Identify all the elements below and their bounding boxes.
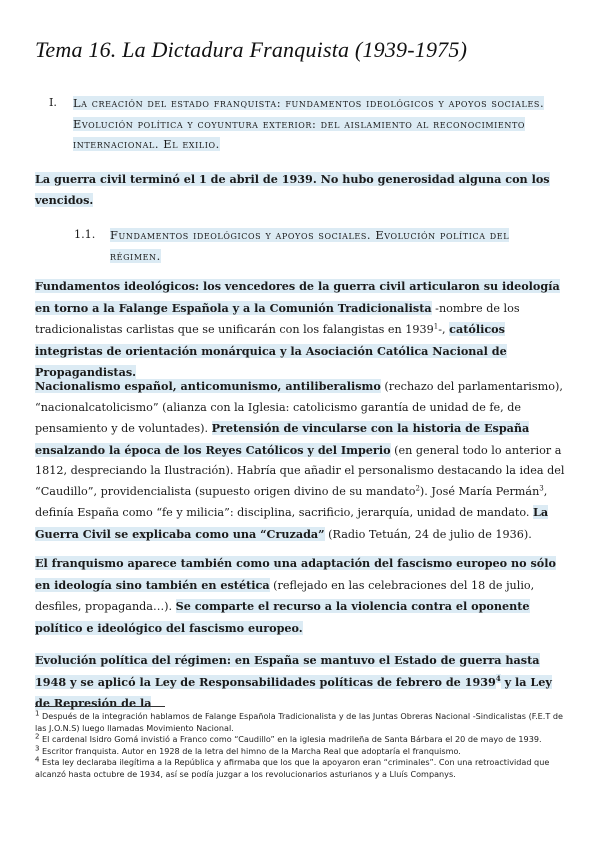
p3-text-b: (reflejado en las celebraciones del 18 de julio, desfiles, propaganda…). bbox=[35, 578, 535, 613]
footnote-text: Después de la integración hablamos de Falange Española Tradicionalista y de las Juntas Obreras Nacional -Sindicalistas (F.E.T de las J.O.N.S) luego llamadas Movimiento Nacional. bbox=[35, 711, 564, 733]
p2-text-b: (rechazo del parlamentarismo), “nacionalcatolicismo” (alianza con la Iglesia: catolicismo garantía de unidad de fe, de pensamiento y de voluntades). bbox=[35, 380, 563, 435]
footnote-number: 1 bbox=[35, 709, 40, 718]
p2-text-h: (Radio Tetuán, 24 de julio de 1936). bbox=[324, 527, 532, 541]
footnote-ref-4[interactable]: 4 bbox=[495, 673, 501, 683]
paragraph-evolucion bbox=[35, 650, 565, 718]
footnote-ref-3[interactable]: 3 bbox=[539, 483, 544, 492]
subsection-heading-text: Fundamentos ideológicos y apoyos sociales. Evolución política del régimen. bbox=[110, 228, 510, 263]
p4-highlight-a: Evolución política del régimen: en España se mantuvo el Estado de guerra hasta 1948 y se aplicó la Ley de Responsabilidades políticas de febrero de 1939 bbox=[35, 653, 540, 689]
p4-highlight-b: y la Ley de Represión de la bbox=[35, 674, 552, 710]
footnote-text: El cardenal Isidro Gomá invistió a Franco como “Caudillo” en la iglesia madrileña de Santa Bárbara el 20 de mayo de 1939. bbox=[39, 734, 542, 744]
footnote-number: 3 bbox=[35, 743, 40, 752]
paragraph-nacionalismo bbox=[35, 376, 565, 545]
intro-text: La guerra civil terminó el 1 de abril de 1939. No hubo generosidad alguna con los vencidos. bbox=[35, 172, 550, 207]
p1-text-b: -nombre de los tradicionalistas carlistas que se unificarán con los falangistas en 1939 bbox=[35, 301, 520, 336]
footnote-ref-2[interactable]: 2 bbox=[415, 483, 420, 492]
paragraph-fascismo bbox=[35, 553, 565, 639]
section-number: I. bbox=[49, 96, 57, 109]
p2-highlight-a: Nacionalismo español, anticomunismo, antiliberalismo bbox=[35, 379, 381, 393]
subsection-number: 1.1. bbox=[74, 228, 96, 241]
p1-highlight-a: Fundamentos ideológicos: los vencedores de la guerra civil articularon su ideología en torno a la Falange Española y a la Comunión Tradicionalista bbox=[35, 279, 560, 315]
footnotes bbox=[35, 711, 565, 780]
footnote-number: 4 bbox=[35, 755, 40, 764]
footnote-text: Esta ley declaraba ilegítima a la República y afirmaba que los que la apoyaron eran “criminales”. Con una retroactividad que alcanzó hasta octubre de 1934, así se podía juzgar a los revolucionarios asturianos y a Lluís Companys. bbox=[35, 757, 550, 779]
section-heading bbox=[49, 93, 564, 155]
footnote-4 bbox=[35, 757, 565, 780]
p2-text-e: ). José María Permán bbox=[419, 484, 540, 498]
p2-highlight-c: Pretensión de vincularse con la historia de España ensalzando la época de los Reyes Católicos y del Imperio bbox=[35, 421, 530, 457]
section-heading-text: La creación del estado franquista: fundamentos ideológicos y apoyos sociales. Evolución política y coyuntura exterior: del aislamiento al reconocimiento internacional. El exilio. bbox=[73, 96, 545, 151]
p3-highlight-a: El franquismo aparece también como una adaptación del fascismo europeo no sólo en ideología sino también en estética bbox=[35, 556, 556, 592]
footnote-2 bbox=[35, 734, 565, 746]
p2-highlight-g: La Guerra Civil se explicaba como una “Cruzada” bbox=[35, 505, 549, 541]
footnote-divider bbox=[35, 706, 165, 707]
footnote-number: 2 bbox=[35, 732, 40, 741]
p1-text-c: -, bbox=[438, 323, 450, 336]
footnote-text: Escritor franquista. Autor en 1928 de la letra del himno de la Marcha Real que adoptaría el franquismo. bbox=[39, 745, 461, 756]
p2-text-f: , definía España como “fe y milicia”: disciplina, sacrificio, jerarquía, unidad de mandato. bbox=[35, 484, 548, 519]
p2-text-d: (en general todo lo anterior a 1812, despreciando la Ilustración). Habría que añadir el personalismo destacando la idea del “Caudillo”, providencialista (supuesto origen divino de su mandato bbox=[35, 443, 565, 498]
p1-highlight-d: católicos integristas de orientación monárquica y la Asociación Católica Nacional de Propagandistas. bbox=[35, 322, 507, 379]
footnote-3 bbox=[35, 743, 565, 758]
footnote-ref-1[interactable]: 1 bbox=[433, 322, 439, 331]
paragraph-fundamentos bbox=[35, 276, 565, 384]
footnote-1 bbox=[35, 711, 565, 734]
p3-highlight-c: Se comparte el recurso a la violencia contra el oponente político e ideológico del fascismo europeo. bbox=[35, 599, 530, 635]
intro-paragraph bbox=[35, 169, 565, 210]
page-title: Tema 16. La Dictadura Franquista (1939-1975) bbox=[35, 37, 468, 62]
subsection-heading bbox=[74, 225, 564, 266]
